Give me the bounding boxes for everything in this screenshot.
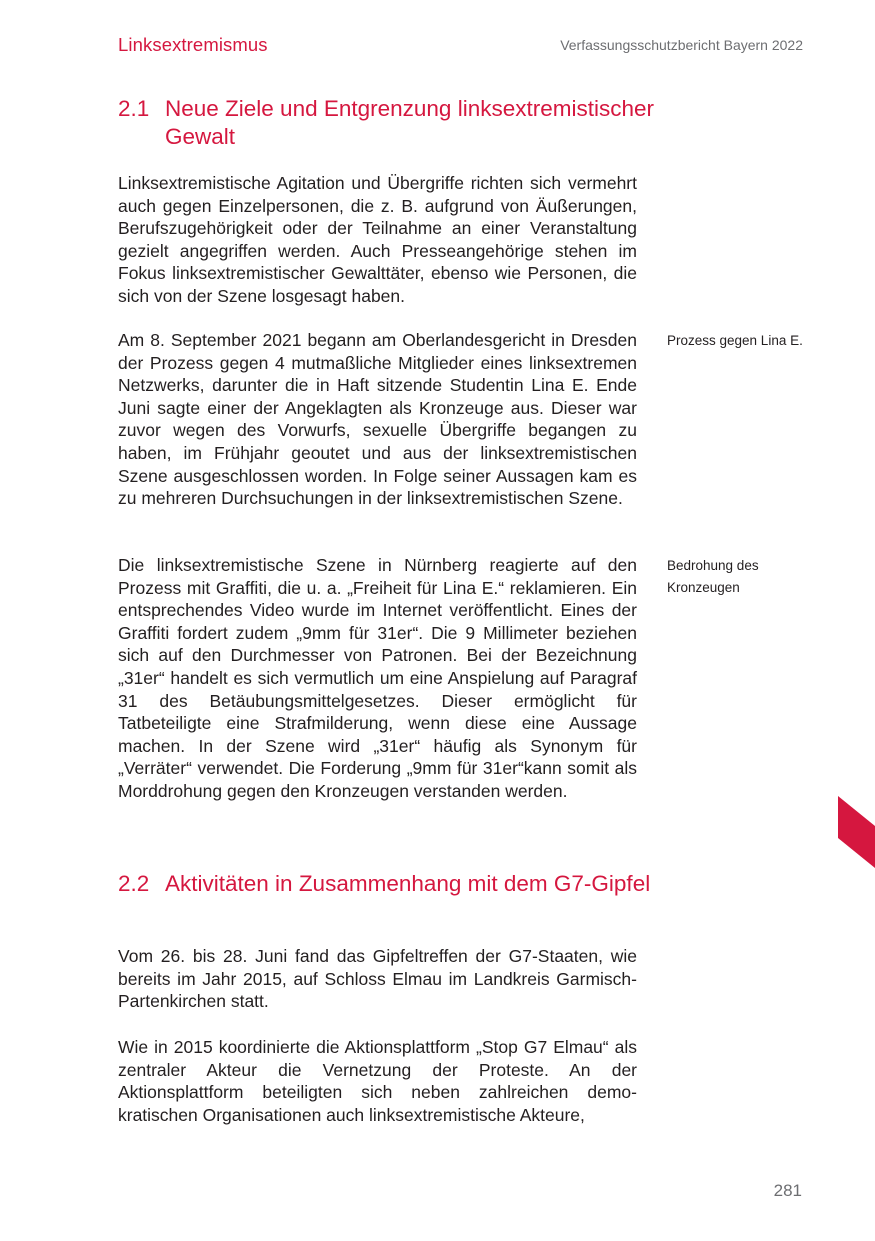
margin-note-threat: Bedrohung des Kronzeugen bbox=[667, 558, 759, 595]
paragraph: Linksextremistische Agitation und Übergriffe richten sich vermehrt auch gegen Einzelpersonen, die z. B. aufgrund von Äußerungen, Berufszugehörigkeit oder der Teilnahme an einer Veranstaltung gezielt angegriffen werden. Auch Presseangehörige stehen im Fokus linksextremistischer Gewalttäter, ebenso wie Personen, die sich von der Szene losgesagt haben. bbox=[118, 173, 637, 306]
paragraph: Vom 26. bis 28. Juni fand das Gipfeltreffen der G7-Staaten, wie bereits im Jahr 2015, auf Schloss Elmau im Landkreis Garmisch-Partenkirchen statt. bbox=[118, 946, 637, 1012]
section-heading-2-1 bbox=[118, 95, 658, 151]
section-number: 2.2 bbox=[118, 871, 150, 896]
thumb-tab-shape bbox=[838, 796, 875, 868]
chapter-thumb-tab bbox=[838, 796, 875, 868]
section-number: 2.1 bbox=[118, 96, 150, 121]
page-number: 281 bbox=[773, 1181, 802, 1200]
paragraph: Die linksextremistische Szene in Nürnberg reagierte auf den Prozess mit Graffiti, die u. a. „Freiheit für Lina E.“ reklamieren. Ein entsprechendes Video wurde im Internet veröffentlicht. Eines der Graffiti fordert zudem „9mm für 31er“. Die 9 Millimeter beziehen sich auf den Durchmesser von Patronen. Bei der Bezeichnung „31er“ handelt es sich vermutlich um eine Anspielung auf Paragraf 31 des Betäubungsmittelgesetzes. Dieser ermöglicht für Tatbeteiligte eine Strafmilderung, wenn diese eine Aussage machen. In der Szene wird „31er“ häufig als Synonym für „Verräter“ verwendet. Die Forderung „9mm für 31er“kann somit als Morddrohung gegen den Kronzeugen verstanden werden. bbox=[118, 555, 637, 801]
running-header-chapter: Linksextremismus bbox=[118, 34, 268, 55]
paragraph: Am 8. September 2021 begann am Oberlandesgericht in Dresden der Prozess gegen 4 mutmaßliche Mitglieder eines linksextremen Netzwerks, darunter die in Haft sitzende Studentin Lina E. Ende Juni sagte einer der Angeklagten als Kronzeuge aus. Dieser war zuvor wegen des Vorwurfs, sexuelle Übergriffe begangen zu haben, im Frühjahr geoutet und aus der linksextremistischen Szene ausgeschlossen worden. In Folge seiner Aussagen kam es zu mehreren Durchsuchungen in der linksextremistischen Szene. bbox=[118, 330, 637, 509]
section-title: Neue Ziele und Entgrenzung linksextremistischer Gewalt bbox=[165, 96, 654, 149]
section-title: Aktivitäten in Zusammenhang mit dem G7-Gipfel bbox=[165, 871, 651, 896]
section-heading-2-2 bbox=[118, 870, 658, 898]
running-header-publication: Verfassungsschutzbericht Bayern 2022 bbox=[560, 37, 803, 53]
margin-note-trial: Prozess gegen Lina E. bbox=[667, 333, 803, 348]
paragraph: Wie in 2015 koordinierte die Aktionsplattform „Stop G7 Elmau“ als zentraler Akteur die Vernetzung der Proteste. An der Aktionsplattform beteiligten sich neben zahlreichen demokratischen Organisationen auch linksextremistische Akteure, bbox=[118, 1037, 637, 1125]
